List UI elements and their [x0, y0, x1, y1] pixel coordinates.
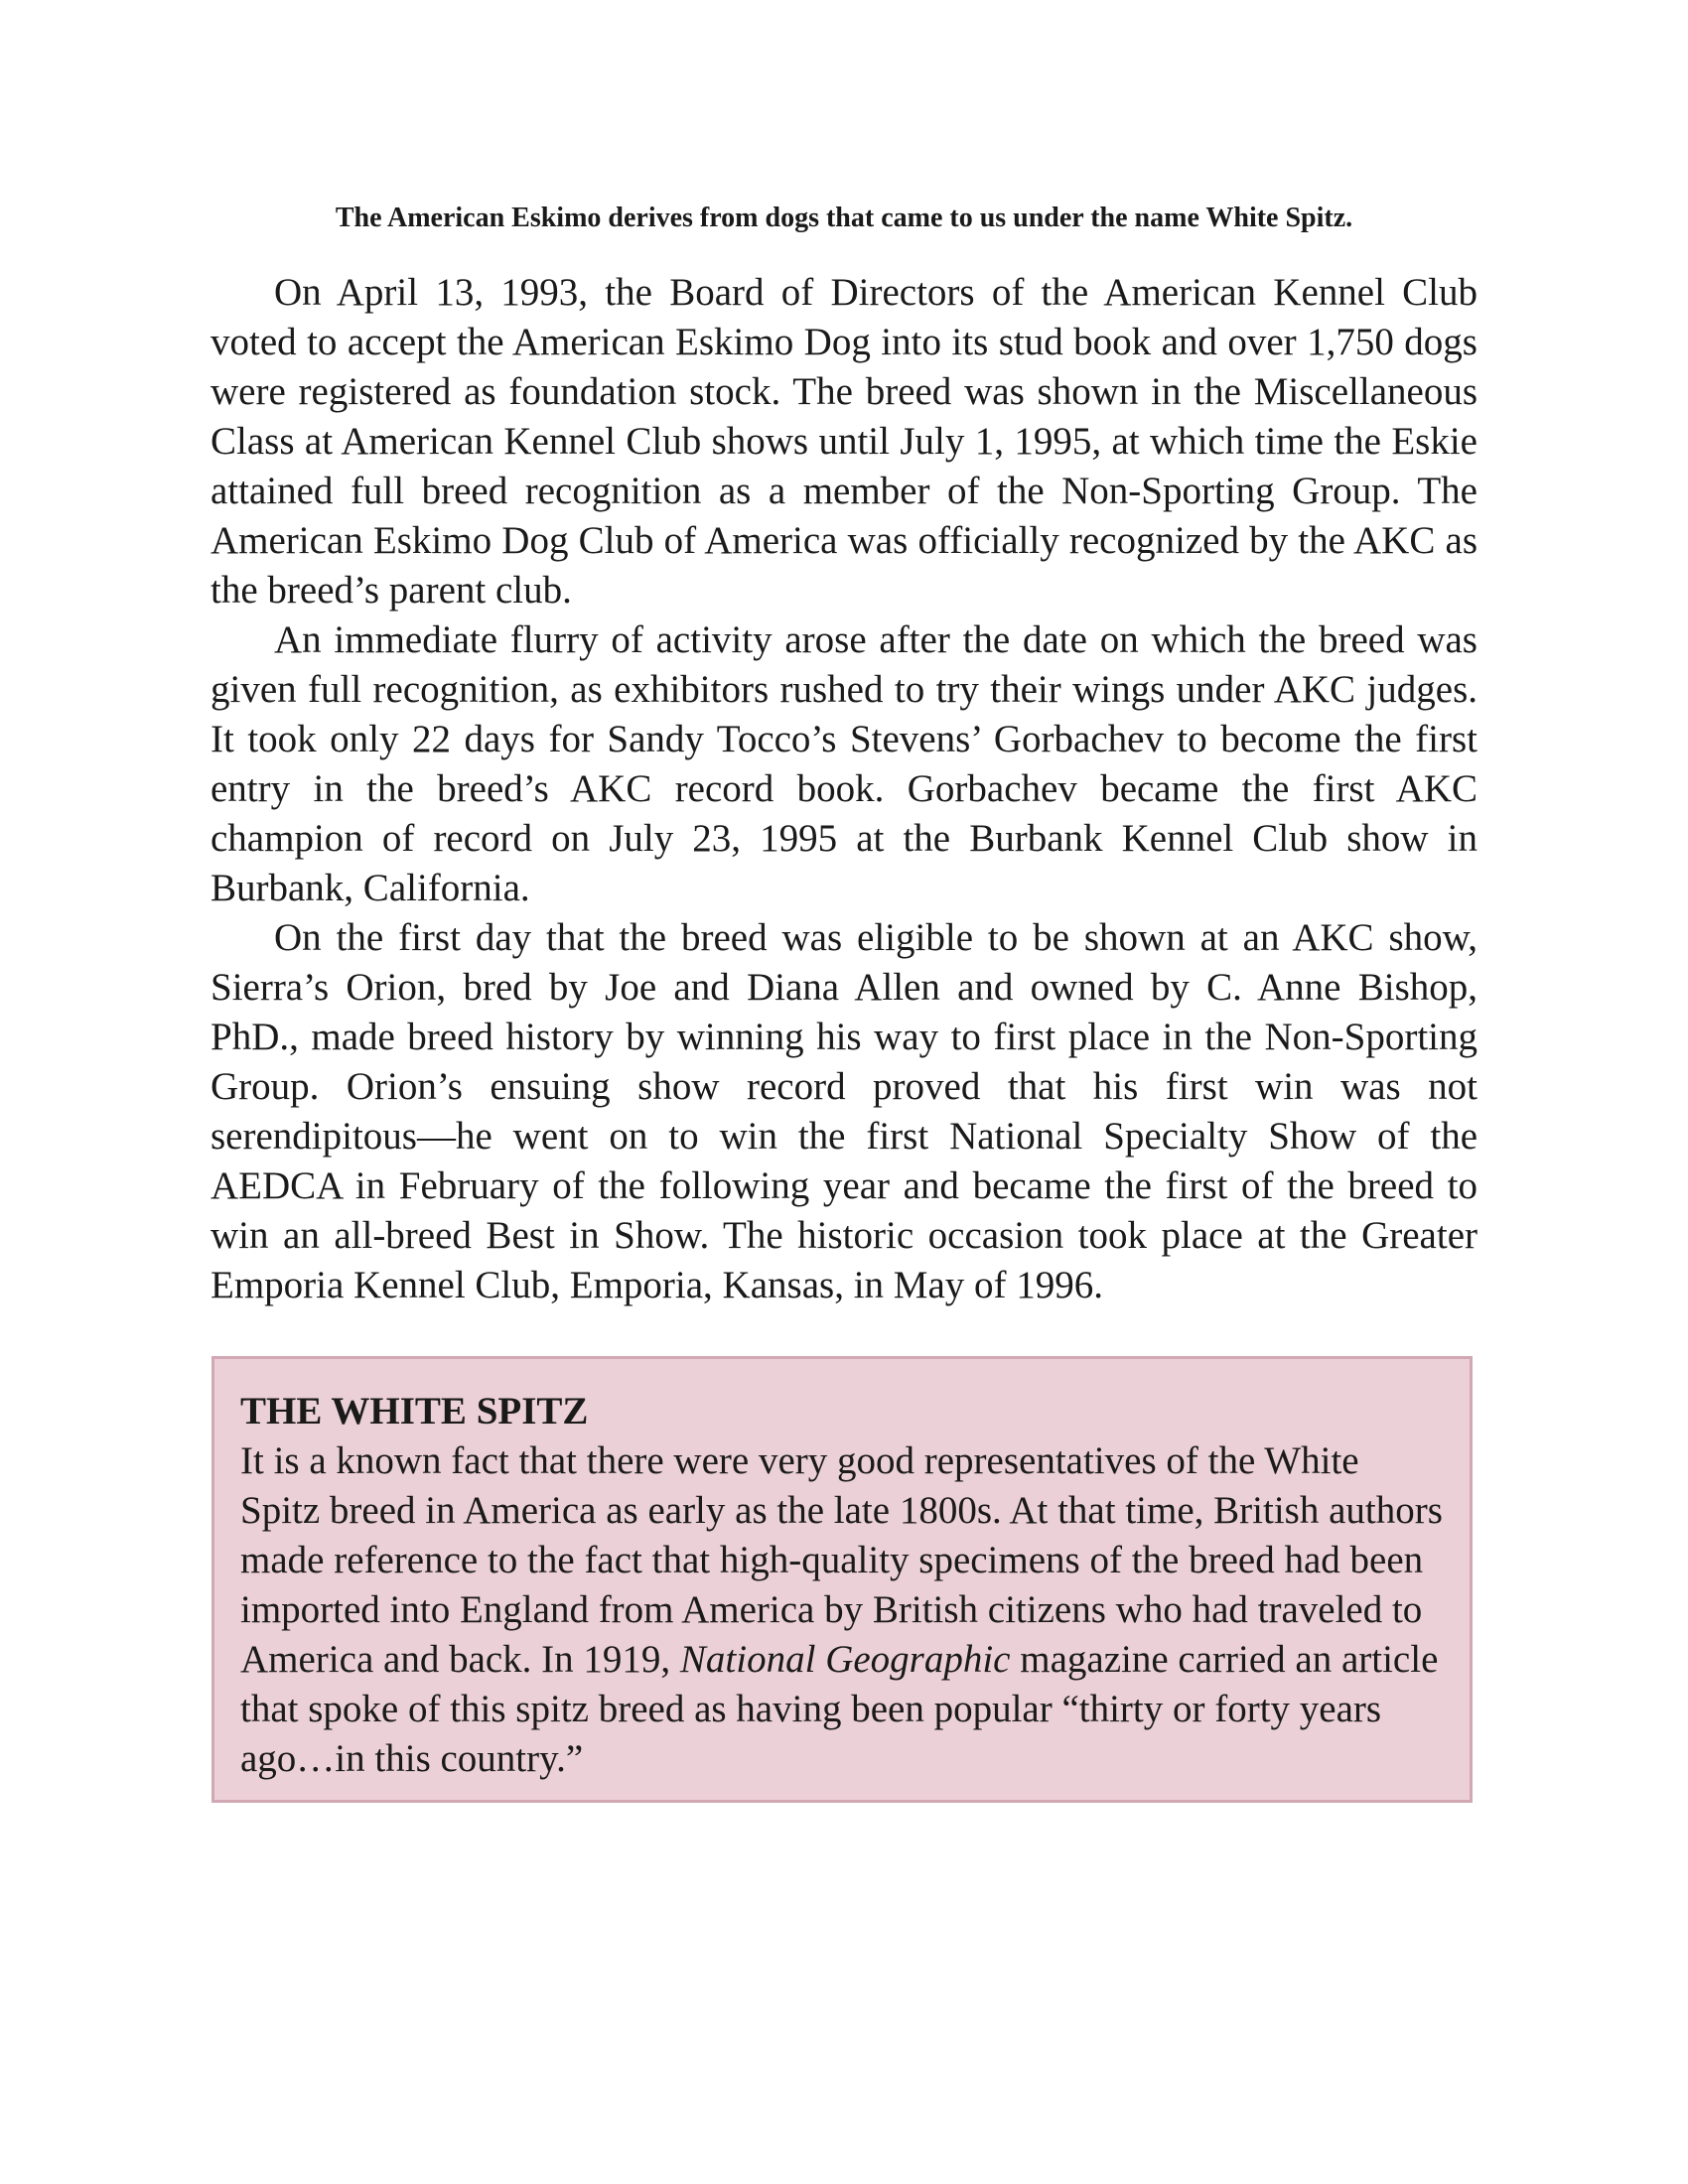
article-body [211, 268, 1477, 1310]
sidebar-text [240, 1436, 1444, 1784]
photo-caption: The American Eskimo derives from dogs that came to us under the name White Spitz. [335, 203, 1353, 233]
sidebar-title: THE WHITE SPITZ [240, 1390, 589, 1433]
paragraph-2: An immediate flurry of activity arose after the date on which the breed was given full recognition, as exhibitors rushed to try their wings under AKC judges. It took only 22 days for Sandy Tocco’s Stevens’ Gorbachev to become the first entry in the breed’s AKC record book. Gorbachev became the first AKC champion of record on July 23, 1995 at the Burbank Kennel Club show in Burbank, California. [211, 618, 1477, 909]
paragraph-3: On the first day that the breed was eligible to be shown at an AKC show, Sierra’s Orion, bred by Joe and Diana Allen and owned by C. Anne Bishop, PhD., made breed history by winning his way to first place in the Non-Sporting Group. Orion’s ensuing show record proved that his first win was not serendipitous—he went on to win the first National Specialty Show of the AEDCA in February of the following year and became the first of the breed to win an all-breed Best in Show. The historic occasion took place at the Greater Emporia Kennel Club, Emporia, Kansas, in May of 1996. [211, 916, 1477, 1306]
sidebar-text-after: magazine carried an article that spoke of this spitz breed as having been popular “thirty or forty years ago…in this country.” [240, 1638, 1439, 1780]
sidebar-text-italic: National Geographic [679, 1638, 1011, 1681]
sidebar-box [211, 1356, 1473, 1803]
paragraph-1: On April 13, 1993, the Board of Directors of the American Kennel Club voted to accept the American Eskimo Dog into its stud book and over 1,750 dogs were registered as foundation stock. The breed was shown in the Miscellaneous Class at American Kennel Club shows until July 1, 1995, at which time the Eskie attained full breed recognition as a member of the Non-Sporting Group. The American Eskimo Dog Club of America was officially recognized by the AKC as the breed’s parent club. [211, 271, 1477, 612]
sidebar-text-before: It is a known fact that there were very good representatives of the White Spitz breed in America as early as the late 1800s. At that time, British authors made reference to the fact that high-quality specimens of the breed had been imported into England from America by British citizens who had traveled to America and back. In 1919, [240, 1439, 1443, 1681]
